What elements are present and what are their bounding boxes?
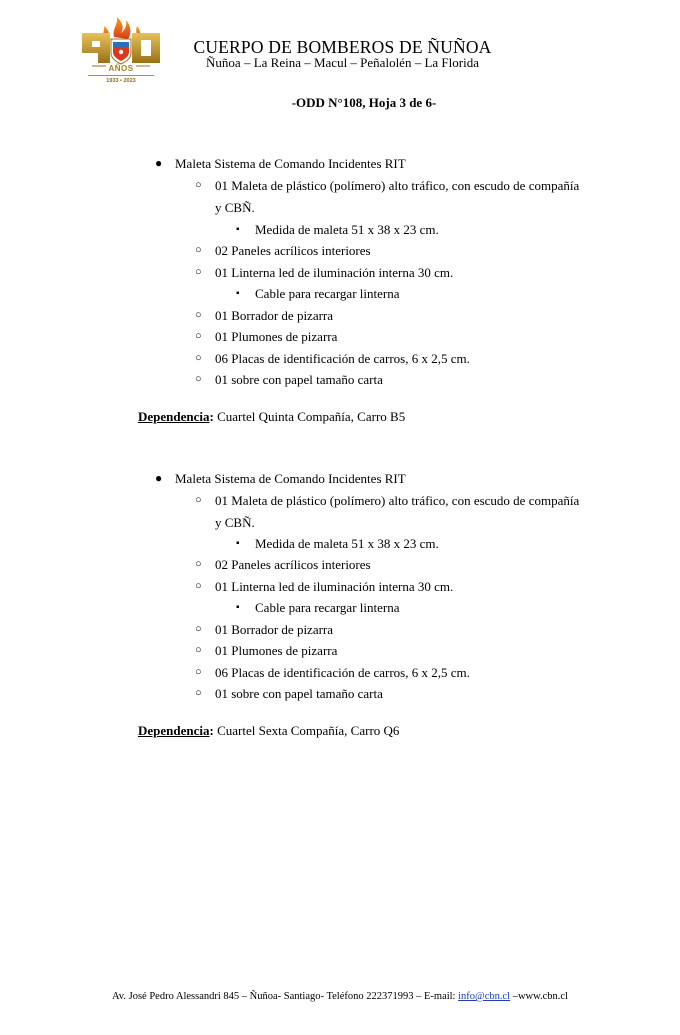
bullet-square-icon: ▪ [236,288,240,299]
org-title: CUERPO DE BOMBEROS DE ÑUÑOA [193,37,492,57]
flame-badge-icon [74,15,168,85]
list-item: 01 Borrador de pizarra [215,308,334,323]
dependency-line: Dependencia: Cuartel Sexta Compañía, Carro Q6 [138,723,400,738]
list-item: 06 Placas de identificación de carros, 6 x 2,5 cm. [215,665,470,680]
bullet-circle-icon: ○ [195,687,202,699]
anniversary-logo [74,15,168,85]
page-footer [0,991,680,1002]
footer-email-link[interactable]: info@cbn.cl [458,991,511,1002]
dependency-label: Dependencia [138,409,210,424]
bullet-circle-icon: ○ [195,352,202,364]
bullet-square-icon: ▪ [236,602,240,613]
bullet-circle-icon: ○ [195,309,202,321]
footer-address: Av. José Pedro Alessandri 845 – Ñuñoa- Santiago- Teléfono 222371993 – E-mail: [112,991,459,1002]
bullet-circle-icon: ○ [195,580,202,592]
list-item: 01 Maleta de plástico (polímero) alto tráfico, con escudo de compañía [215,493,580,508]
bullet-circle-icon: ○ [195,623,202,635]
bullet-dot-icon: ● [155,471,163,485]
bullet-circle-icon: ○ [195,494,202,506]
bullet-circle-icon: ○ [195,330,202,342]
bullet-square-icon: ▪ [236,538,240,549]
list-item: 02 Paneles acrílicos interiores [215,557,371,572]
bullet-circle-icon: ○ [195,373,202,385]
org-communes: Ñuñoa – La Reina – Macul – Peñalolén – La Florida [206,55,479,70]
sub-list-item: Cable para recargar linterna [255,286,400,301]
list-item: 02 Paneles acrílicos interiores [215,243,371,258]
list-item: 01 Linterna led de iluminación interna 30 cm. [215,579,454,594]
bullet-circle-icon: ○ [195,644,202,656]
document-reference: -ODD N°108, Hoja 3 de 6- [291,95,437,110]
dependency-value: Cuartel Quinta Compañía, Carro B5 [217,409,406,424]
bullet-circle-icon: ○ [195,666,202,678]
list-item: 01 sobre con papel tamaño carta [215,372,383,387]
logo-years: 1933 • 2023 [106,78,136,84]
list-item: 01 sobre con papel tamaño carta [215,686,383,701]
list-item: 01 Linterna led de iluminación interna 30 cm. [215,265,454,280]
list-item-continuation: y CBÑ. [215,200,255,215]
bullet-circle-icon: ○ [195,558,202,570]
dependency-label: Dependencia [138,723,210,738]
bullet-circle-icon: ○ [195,179,202,191]
list-item: 01 Plumones de pizarra [215,329,338,344]
sub-list-item: Medida de maleta 51 x 38 x 23 cm. [255,222,439,237]
section-title: Maleta Sistema de Comando Incidentes RIT [175,471,406,486]
sub-list-item: Cable para recargar linterna [255,600,400,615]
footer-website: –www.cbn.cl [510,991,568,1002]
section-title: Maleta Sistema de Comando Incidentes RIT [175,156,406,171]
list-item: 01 Borrador de pizarra [215,622,334,637]
sub-list-item: Medida de maleta 51 x 38 x 23 cm. [255,536,439,551]
dependency-value: Cuartel Sexta Compañía, Carro Q6 [217,723,400,738]
bullet-dot-icon: ● [155,156,163,170]
bullet-circle-icon: ○ [195,244,202,256]
bullet-square-icon: ▪ [236,224,240,235]
list-item-continuation: y CBÑ. [215,515,255,530]
list-item: 01 Maleta de plástico (polímero) alto tráfico, con escudo de compañía [215,178,580,193]
list-item: 01 Plumones de pizarra [215,643,338,658]
list-item: 06 Placas de identificación de carros, 6 x 2,5 cm. [215,351,470,366]
dependency-line: Dependencia: Cuartel Quinta Compañía, Carro B5 [138,409,406,424]
logo-word: AÑOS [108,64,134,73]
bullet-circle-icon: ○ [195,266,202,278]
